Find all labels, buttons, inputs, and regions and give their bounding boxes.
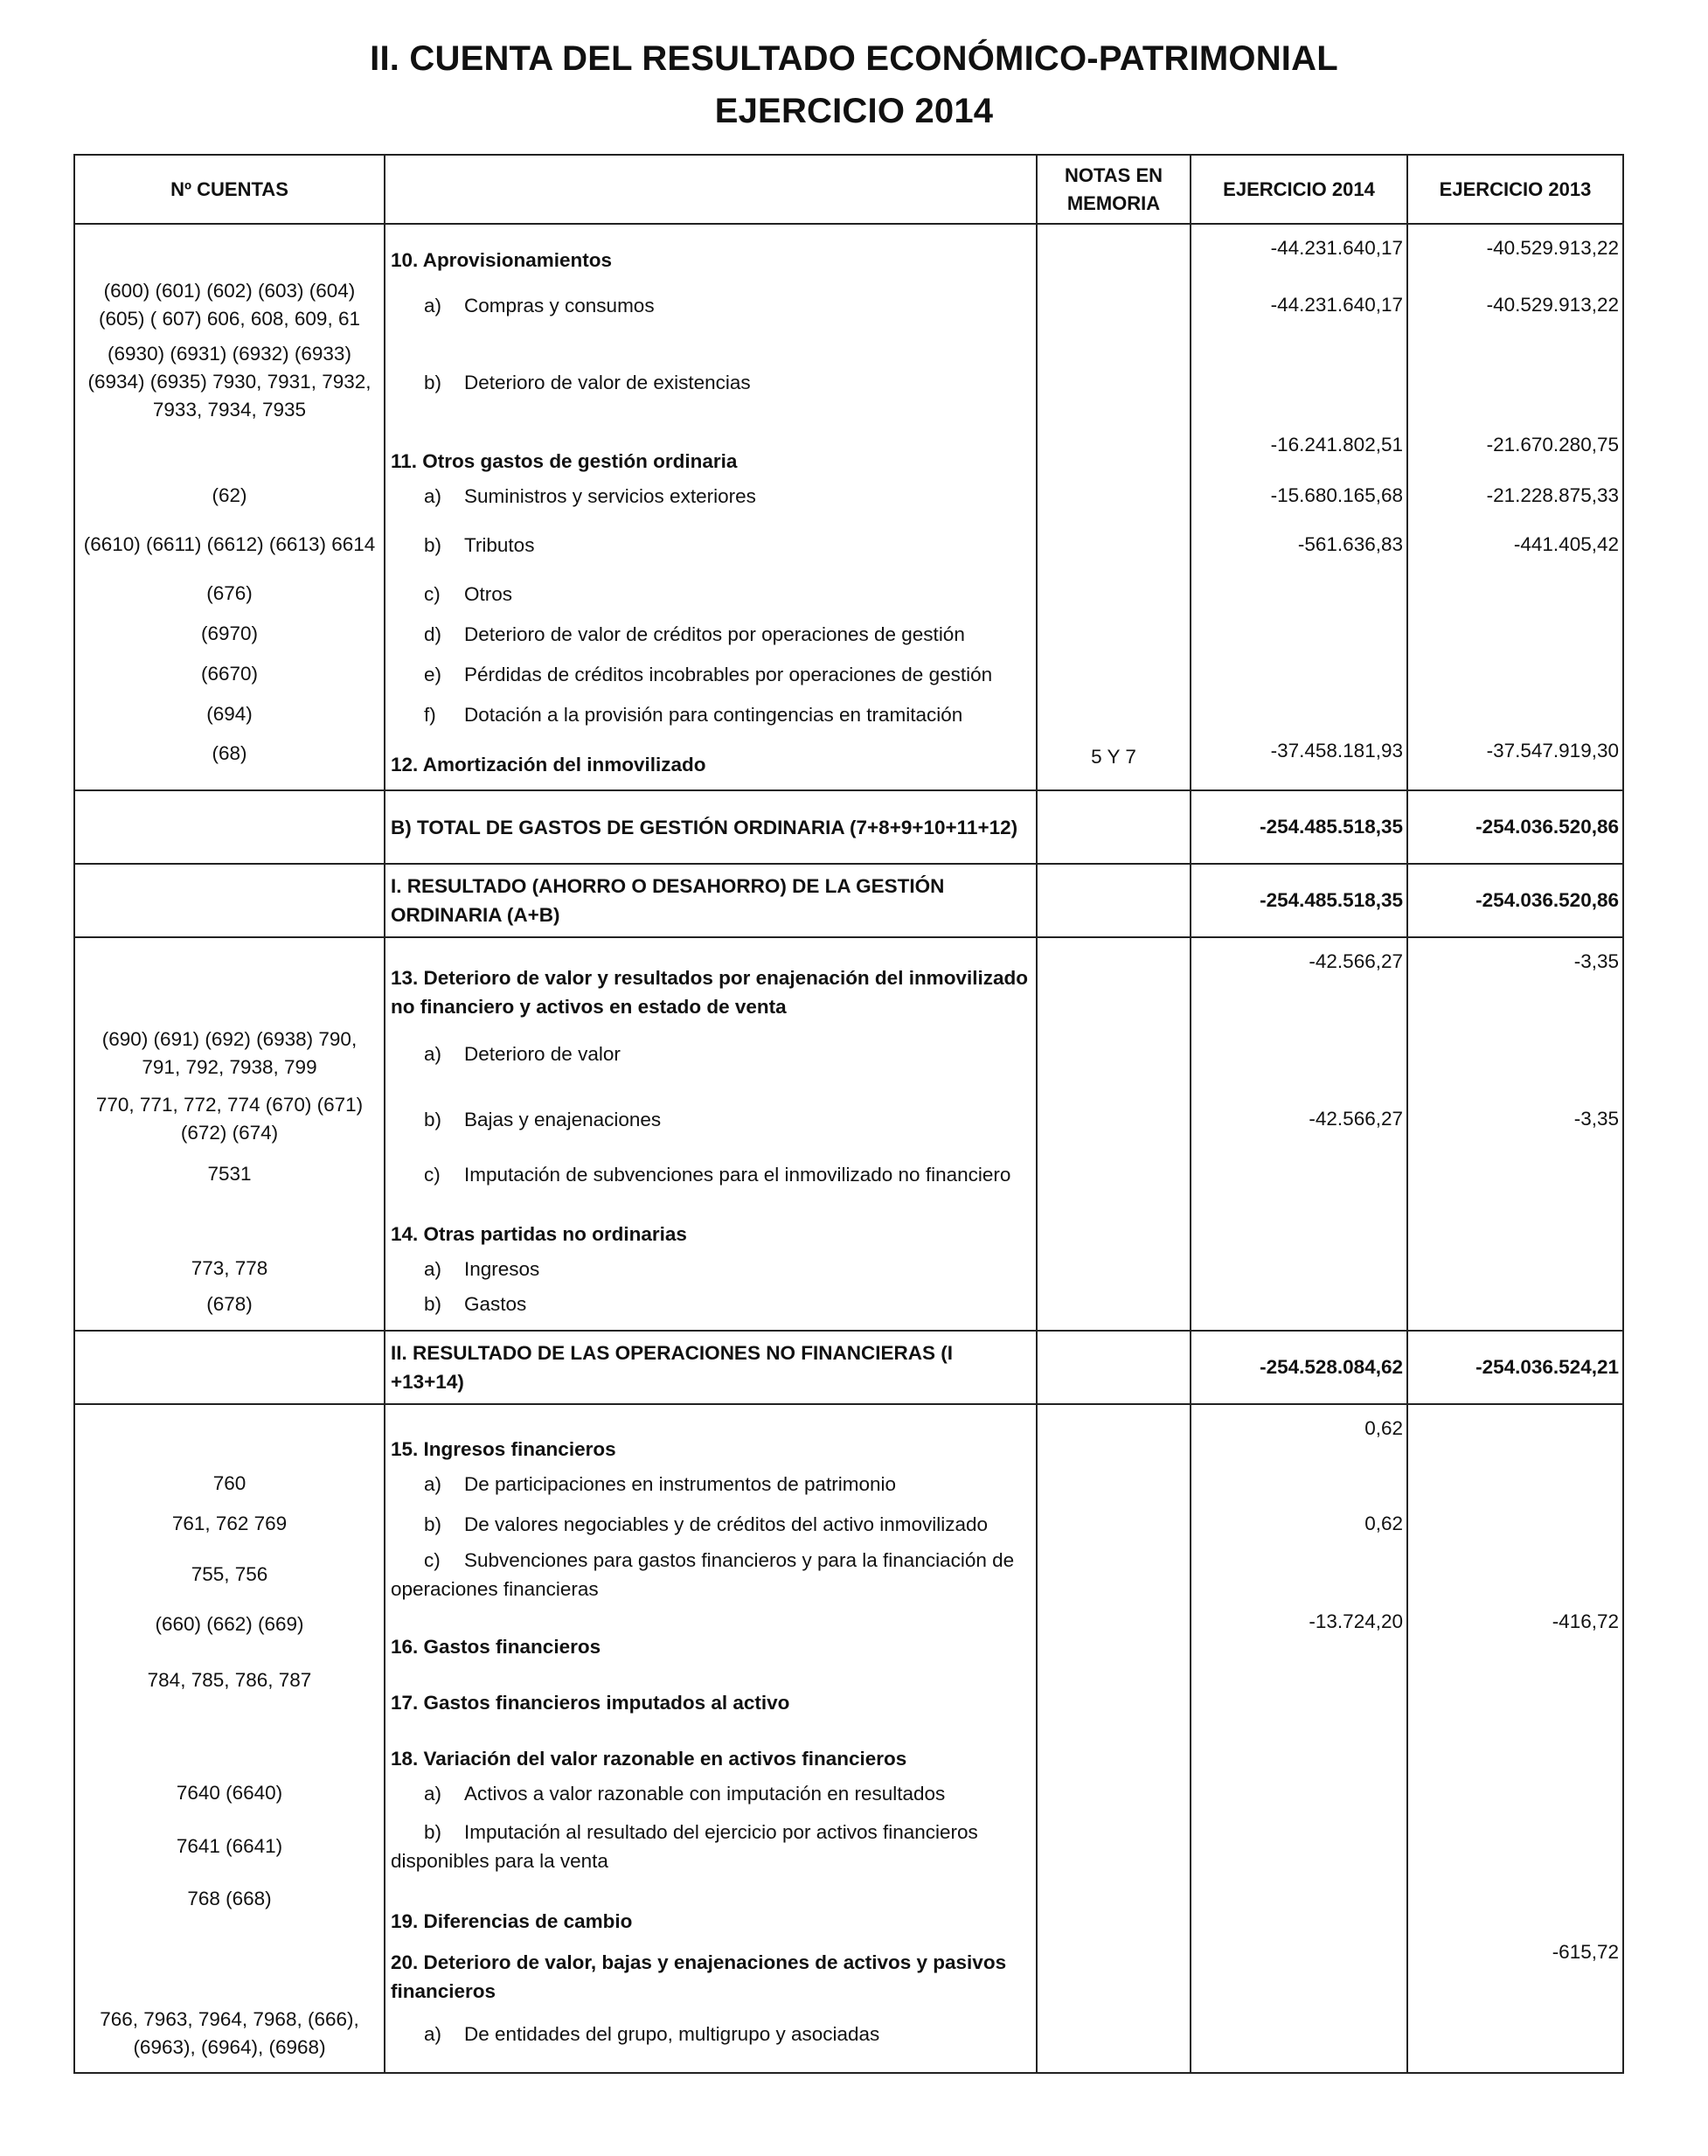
concept-cell bbox=[385, 790, 1037, 864]
table-row bbox=[74, 1289, 1623, 1331]
account-codes: 773, 778 bbox=[74, 1248, 385, 1289]
item-letter: f) bbox=[424, 703, 436, 726]
concept-cell bbox=[385, 734, 1037, 790]
value-2014 bbox=[1191, 1717, 1407, 1773]
memo-note bbox=[1037, 1717, 1191, 1773]
value-2014 bbox=[1191, 694, 1407, 734]
concept-cell bbox=[385, 428, 1037, 476]
table-row bbox=[74, 1504, 1623, 1544]
concept-cell bbox=[385, 1464, 1037, 1504]
value-2013: -615,72 bbox=[1407, 1936, 1623, 2006]
value-2014 bbox=[1191, 1152, 1407, 1196]
account-codes: (600) (601) (602) (603) (604) (605) ( 607) 606, 608, 609, 61 bbox=[74, 275, 385, 336]
value-2014 bbox=[1191, 1196, 1407, 1248]
account-codes: (690) (691) (692) (6938) 790, 791, 792, 7938, 799 bbox=[74, 1021, 385, 1086]
concept-text: Otros bbox=[464, 582, 513, 605]
value-2013 bbox=[1407, 1813, 1623, 1880]
concept-text: B) TOTAL DE GASTOS DE GESTIÓN ORDINARIA (7+8+9+10+11+12) bbox=[391, 816, 1018, 838]
concept-text: Deterioro de valor de créditos por operaciones de gestión bbox=[464, 622, 965, 645]
value-2013: -3,35 bbox=[1407, 1086, 1623, 1152]
account-codes bbox=[74, 790, 385, 864]
concept-cell bbox=[385, 864, 1037, 937]
memo-note bbox=[1037, 275, 1191, 336]
results-table bbox=[73, 154, 1624, 2074]
value-2014 bbox=[1191, 1880, 1407, 1936]
value-2014 bbox=[1191, 1248, 1407, 1289]
table-row bbox=[74, 516, 1623, 574]
concept-text: Tributos bbox=[464, 533, 535, 556]
concept-cell bbox=[385, 1504, 1037, 1544]
memo-note bbox=[1037, 1773, 1191, 1813]
value-2013 bbox=[1407, 1248, 1623, 1289]
value-2014 bbox=[1191, 1464, 1407, 1504]
value-2014: -254.528.084,62 bbox=[1191, 1331, 1407, 1404]
concept-cell bbox=[385, 1331, 1037, 1404]
concept-cell bbox=[385, 654, 1037, 694]
concept-text: 14. Otras partidas no ordinarias bbox=[391, 1223, 687, 1245]
value-2013: -37.547.919,30 bbox=[1407, 734, 1623, 790]
memo-note bbox=[1037, 476, 1191, 516]
account-codes: 768 (668) bbox=[74, 1880, 385, 1936]
concept-cell bbox=[385, 1773, 1037, 1813]
memo-note bbox=[1037, 1464, 1191, 1504]
account-codes: 7640 (6640) bbox=[74, 1773, 385, 1813]
account-codes bbox=[74, 1331, 385, 1404]
account-codes: (660) (662) (669) bbox=[74, 1605, 385, 1661]
concept-text: 16. Gastos financieros bbox=[391, 1636, 601, 1658]
value-2014: -44.231.640,17 bbox=[1191, 275, 1407, 336]
header-ejercicio-2013: EJERCICIO 2013 bbox=[1407, 155, 1623, 224]
account-codes bbox=[74, 1936, 385, 2006]
value-2014: -561.636,83 bbox=[1191, 516, 1407, 574]
concept-cell bbox=[385, 614, 1037, 654]
value-2013 bbox=[1407, 1404, 1623, 1464]
account-codes bbox=[74, 224, 385, 275]
value-2014: 0,62 bbox=[1191, 1404, 1407, 1464]
table-row bbox=[74, 476, 1623, 516]
concept-cell bbox=[385, 224, 1037, 275]
value-2013: -3,35 bbox=[1407, 937, 1623, 1021]
memo-note bbox=[1037, 1152, 1191, 1196]
concept-cell bbox=[385, 476, 1037, 516]
concept-cell bbox=[385, 694, 1037, 734]
value-2014 bbox=[1191, 1544, 1407, 1605]
item-letter: b) bbox=[424, 533, 442, 556]
table-row bbox=[74, 694, 1623, 734]
table-row bbox=[74, 1717, 1623, 1773]
memo-note: 5 Y 7 bbox=[1037, 734, 1191, 790]
item-letter: a) bbox=[424, 1257, 442, 1280]
value-2013 bbox=[1407, 574, 1623, 614]
account-codes: (62) bbox=[74, 476, 385, 516]
value-2013: -40.529.913,22 bbox=[1407, 224, 1623, 275]
table-row bbox=[74, 1605, 1623, 1661]
account-codes bbox=[74, 1717, 385, 1773]
value-2014: -42.566,27 bbox=[1191, 937, 1407, 1021]
table-row bbox=[74, 937, 1623, 1021]
concept-text: 18. Variación del valor razonable en activos financieros bbox=[391, 1748, 907, 1770]
value-2014: -44.231.640,17 bbox=[1191, 224, 1407, 275]
table-row bbox=[74, 1813, 1623, 1880]
memo-note bbox=[1037, 428, 1191, 476]
item-letter: c) bbox=[424, 1549, 441, 1571]
value-2013 bbox=[1407, 1289, 1623, 1331]
item-letter: a) bbox=[424, 2022, 442, 2045]
header-cuentas: Nº CUENTAS bbox=[74, 155, 385, 224]
concept-cell bbox=[385, 1661, 1037, 1717]
account-codes: (68) bbox=[74, 734, 385, 790]
value-2013 bbox=[1407, 1152, 1623, 1196]
table-row bbox=[74, 1152, 1623, 1196]
item-letter: b) bbox=[424, 1513, 442, 1535]
account-codes bbox=[74, 428, 385, 476]
value-2013 bbox=[1407, 1544, 1623, 1605]
table-row bbox=[74, 428, 1623, 476]
account-codes bbox=[74, 1196, 385, 1248]
item-letter: d) bbox=[424, 622, 442, 645]
value-2014 bbox=[1191, 336, 1407, 428]
memo-note bbox=[1037, 1331, 1191, 1404]
memo-note bbox=[1037, 516, 1191, 574]
account-codes: 755, 756 bbox=[74, 1544, 385, 1605]
value-2013 bbox=[1407, 614, 1623, 654]
value-2013 bbox=[1407, 1021, 1623, 1086]
memo-note bbox=[1037, 790, 1191, 864]
concept-text: II. RESULTADO DE LAS OPERACIONES NO FINANCIERAS (I +13+14) bbox=[391, 1342, 953, 1393]
account-codes: (6930) (6931) (6932) (6933) (6934) (6935) 7930, 7931, 7932, 7933, 7934, 7935 bbox=[74, 336, 385, 428]
concept-text: 11. Otros gastos de gestión ordinaria bbox=[391, 450, 738, 472]
total-row bbox=[74, 1331, 1623, 1404]
memo-note bbox=[1037, 1504, 1191, 1544]
report-subtitle: EJERCICIO 2014 bbox=[714, 92, 994, 130]
account-codes: 7641 (6641) bbox=[74, 1813, 385, 1880]
memo-note bbox=[1037, 2006, 1191, 2073]
account-codes: (6610) (6611) (6612) (6613) 6614 bbox=[74, 516, 385, 574]
value-2014 bbox=[1191, 1021, 1407, 1086]
memo-note bbox=[1037, 1544, 1191, 1605]
concept-text: Compras y consumos bbox=[464, 294, 655, 316]
concept-text: Suministros y servicios exteriores bbox=[464, 484, 756, 507]
table-row bbox=[74, 336, 1623, 428]
value-2013: -441.405,42 bbox=[1407, 516, 1623, 574]
concept-text: 10. Aprovisionamientos bbox=[391, 249, 612, 271]
value-2014 bbox=[1191, 1773, 1407, 1813]
concept-cell bbox=[385, 1196, 1037, 1248]
item-letter: a) bbox=[424, 484, 442, 507]
item-letter: b) bbox=[424, 1293, 442, 1315]
concept-cell bbox=[385, 1544, 1037, 1605]
table-row bbox=[74, 224, 1623, 275]
value-2013 bbox=[1407, 1880, 1623, 1936]
concept-text: 17. Gastos financieros imputados al activo bbox=[391, 1692, 790, 1714]
item-letter: b) bbox=[424, 371, 442, 393]
concept-text: Ingresos bbox=[464, 1257, 540, 1280]
account-codes bbox=[74, 937, 385, 1021]
account-codes bbox=[74, 1404, 385, 1464]
concept-text: Subvenciones para gastos financieros y para la financiación de operaciones financieras bbox=[391, 1549, 1015, 1600]
concept-cell bbox=[385, 1021, 1037, 1086]
value-2014 bbox=[1191, 654, 1407, 694]
concept-text: Activos a valor razonable con imputación en resultados bbox=[464, 1782, 946, 1805]
report-title: II. CUENTA DEL RESULTADO ECONÓMICO-PATRIMONIAL bbox=[370, 39, 1338, 78]
item-letter: a) bbox=[424, 1782, 442, 1805]
value-2013: -254.036.520,86 bbox=[1407, 864, 1623, 937]
table-row bbox=[74, 1404, 1623, 1464]
table-row bbox=[74, 1661, 1623, 1717]
value-2014: -42.566,27 bbox=[1191, 1086, 1407, 1152]
value-2013: -416,72 bbox=[1407, 1605, 1623, 1661]
table-row bbox=[74, 1086, 1623, 1152]
value-2014: -15.680.165,68 bbox=[1191, 476, 1407, 516]
account-codes: (694) bbox=[74, 694, 385, 734]
table-row bbox=[74, 574, 1623, 614]
account-codes: 770, 771, 772, 774 (670) (671) (672) (674) bbox=[74, 1086, 385, 1152]
item-letter: a) bbox=[424, 1472, 442, 1495]
value-2013 bbox=[1407, 1504, 1623, 1544]
table-row bbox=[74, 614, 1623, 654]
value-2013 bbox=[1407, 1196, 1623, 1248]
memo-note bbox=[1037, 1289, 1191, 1331]
value-2013: -254.036.520,86 bbox=[1407, 790, 1623, 864]
item-letter: e) bbox=[424, 663, 442, 685]
concept-cell bbox=[385, 1813, 1037, 1880]
memo-note bbox=[1037, 1196, 1191, 1248]
memo-note bbox=[1037, 937, 1191, 1021]
memo-note bbox=[1037, 1248, 1191, 1289]
concept-text: Dotación a la provisión para contingencias en tramitación bbox=[464, 703, 963, 726]
table-row bbox=[74, 1544, 1623, 1605]
table-row bbox=[74, 1021, 1623, 1086]
concept-text: Imputación al resultado del ejercicio por activos financieros disponibles para la venta bbox=[391, 1821, 978, 1872]
value-2013 bbox=[1407, 1773, 1623, 1813]
table-row bbox=[74, 734, 1623, 790]
concept-cell bbox=[385, 516, 1037, 574]
account-codes: 7531 bbox=[74, 1152, 385, 1196]
item-letter: c) bbox=[424, 1163, 441, 1186]
header-notas: NOTAS EN MEMORIA bbox=[1037, 155, 1191, 224]
value-2013 bbox=[1407, 336, 1623, 428]
account-codes: 760 bbox=[74, 1464, 385, 1504]
concept-cell bbox=[385, 574, 1037, 614]
table-row bbox=[74, 654, 1623, 694]
value-2014: 0,62 bbox=[1191, 1504, 1407, 1544]
concept-cell bbox=[385, 1880, 1037, 1936]
value-2013 bbox=[1407, 1464, 1623, 1504]
memo-note bbox=[1037, 654, 1191, 694]
account-codes bbox=[74, 864, 385, 937]
memo-note bbox=[1037, 1880, 1191, 1936]
concept-text: 13. Deterioro de valor y resultados por enajenación del inmovilizado no financiero y activos en estado de venta bbox=[391, 967, 1028, 1018]
value-2013 bbox=[1407, 2006, 1623, 2073]
memo-note bbox=[1037, 694, 1191, 734]
value-2013: -21.670.280,75 bbox=[1407, 428, 1623, 476]
concept-text: 12. Amortización del inmovilizado bbox=[391, 754, 706, 775]
concept-text: Imputación de subvenciones para el inmovilizado no financiero bbox=[464, 1163, 1011, 1186]
table-body bbox=[74, 224, 1623, 2073]
concept-cell bbox=[385, 275, 1037, 336]
table-row bbox=[74, 2006, 1623, 2073]
concept-cell bbox=[385, 1289, 1037, 1331]
account-codes: (6970) bbox=[74, 614, 385, 654]
memo-note bbox=[1037, 1661, 1191, 1717]
concept-cell bbox=[385, 2006, 1037, 2073]
item-letter: a) bbox=[424, 1042, 442, 1065]
concept-text: 19. Diferencias de cambio bbox=[391, 1910, 633, 1932]
value-2014: -16.241.802,51 bbox=[1191, 428, 1407, 476]
table-row bbox=[74, 1196, 1623, 1248]
value-2014: -254.485.518,35 bbox=[1191, 790, 1407, 864]
table-header-row bbox=[74, 155, 1623, 224]
concept-text: Deterioro de valor bbox=[464, 1042, 621, 1065]
account-codes: 761, 762 769 bbox=[74, 1504, 385, 1544]
concept-text: De entidades del grupo, multigrupo y asociadas bbox=[464, 2022, 880, 2045]
account-codes: (678) bbox=[74, 1289, 385, 1331]
memo-note bbox=[1037, 1936, 1191, 2006]
concept-text: 20. Deterioro de valor, bajas y enajenaciones de activos y pasivos financieros bbox=[391, 1951, 1007, 2002]
memo-note bbox=[1037, 1086, 1191, 1152]
memo-note bbox=[1037, 1404, 1191, 1464]
memo-note bbox=[1037, 1605, 1191, 1661]
table-row bbox=[74, 1464, 1623, 1504]
table-row bbox=[74, 275, 1623, 336]
value-2013 bbox=[1407, 654, 1623, 694]
item-letter: b) bbox=[424, 1821, 442, 1843]
concept-cell bbox=[385, 1717, 1037, 1773]
memo-note bbox=[1037, 1813, 1191, 1880]
value-2013 bbox=[1407, 694, 1623, 734]
value-2014 bbox=[1191, 1936, 1407, 2006]
value-2013: -40.529.913,22 bbox=[1407, 275, 1623, 336]
concept-text: Bajas y enajenaciones bbox=[464, 1108, 662, 1130]
concept-cell bbox=[385, 1248, 1037, 1289]
value-2013 bbox=[1407, 1717, 1623, 1773]
header-ejercicio-2014: EJERCICIO 2014 bbox=[1191, 155, 1407, 224]
total-row bbox=[74, 864, 1623, 937]
concept-text: De valores negociables y de créditos del activo inmovilizado bbox=[464, 1513, 989, 1535]
concept-cell bbox=[385, 1152, 1037, 1196]
account-codes: 784, 785, 786, 787 bbox=[74, 1661, 385, 1717]
concept-text: I. RESULTADO (AHORRO O DESAHORRO) DE LA GESTIÓN ORDINARIA (A+B) bbox=[391, 875, 945, 926]
value-2013: -21.228.875,33 bbox=[1407, 476, 1623, 516]
memo-note bbox=[1037, 224, 1191, 275]
table-row bbox=[74, 1773, 1623, 1813]
value-2014 bbox=[1191, 574, 1407, 614]
account-codes: (676) bbox=[74, 574, 385, 614]
value-2014 bbox=[1191, 1661, 1407, 1717]
total-row bbox=[74, 790, 1623, 864]
header-concepto bbox=[385, 155, 1037, 224]
memo-note bbox=[1037, 864, 1191, 937]
concept-text: Gastos bbox=[464, 1293, 527, 1315]
concept-cell bbox=[385, 336, 1037, 428]
value-2014 bbox=[1191, 1813, 1407, 1880]
table-row bbox=[74, 1936, 1623, 2006]
concept-text: Deterioro de valor de existencias bbox=[464, 371, 751, 393]
concept-text: Pérdidas de créditos incobrables por operaciones de gestión bbox=[464, 663, 993, 685]
concept-cell bbox=[385, 1086, 1037, 1152]
value-2014: -37.458.181,93 bbox=[1191, 734, 1407, 790]
account-codes: 766, 7963, 7964, 7968, (666), (6963), (6964), (6968) bbox=[74, 2006, 385, 2073]
concept-text: De participaciones en instrumentos de patrimonio bbox=[464, 1472, 897, 1495]
item-letter: c) bbox=[424, 582, 441, 605]
value-2014 bbox=[1191, 614, 1407, 654]
memo-note bbox=[1037, 1021, 1191, 1086]
table-row bbox=[74, 1880, 1623, 1936]
item-letter: b) bbox=[424, 1108, 442, 1130]
value-2014: -13.724,20 bbox=[1191, 1605, 1407, 1661]
value-2014 bbox=[1191, 2006, 1407, 2073]
value-2014 bbox=[1191, 1289, 1407, 1331]
account-codes: (6670) bbox=[74, 654, 385, 694]
value-2013 bbox=[1407, 1661, 1623, 1717]
concept-cell bbox=[385, 1936, 1037, 2006]
value-2013: -254.036.524,21 bbox=[1407, 1331, 1623, 1404]
concept-cell bbox=[385, 937, 1037, 1021]
item-letter: a) bbox=[424, 294, 442, 316]
memo-note bbox=[1037, 614, 1191, 654]
concept-text: 15. Ingresos financieros bbox=[391, 1438, 616, 1460]
value-2014: -254.485.518,35 bbox=[1191, 864, 1407, 937]
memo-note bbox=[1037, 336, 1191, 428]
table-row bbox=[74, 1248, 1623, 1289]
memo-note bbox=[1037, 574, 1191, 614]
concept-cell bbox=[385, 1605, 1037, 1661]
concept-cell bbox=[385, 1404, 1037, 1464]
